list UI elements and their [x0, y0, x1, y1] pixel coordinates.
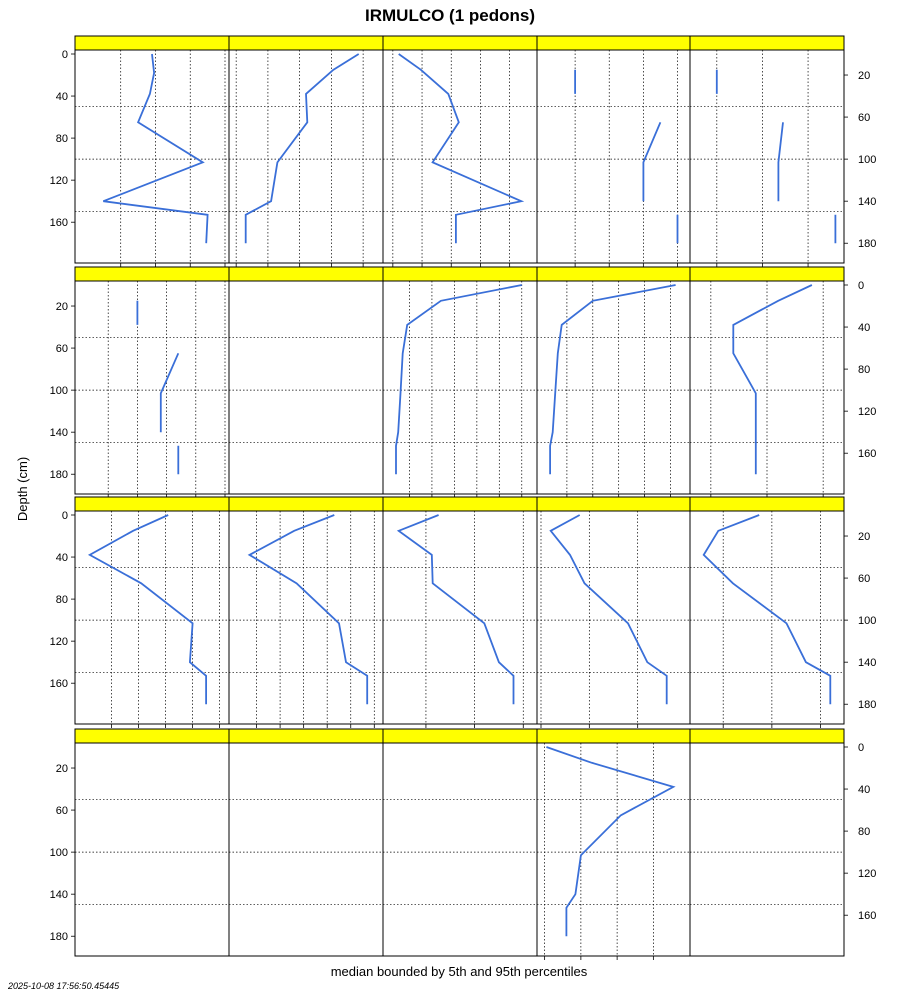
median-line	[250, 515, 368, 704]
panel	[75, 729, 229, 956]
y-axis-title: Depth (cm)	[15, 456, 30, 522]
median-line	[90, 515, 206, 704]
panel	[75, 267, 229, 498]
panel	[229, 267, 383, 494]
y-tick-label: 0	[61, 510, 68, 522]
median-line	[399, 515, 514, 704]
panel	[383, 729, 537, 956]
panel-frame	[690, 50, 844, 263]
median-line	[733, 285, 812, 474]
panel-strip	[75, 267, 229, 281]
panel-strip	[690, 729, 844, 743]
chart-title: IRMULCO (1 pedons)	[365, 6, 535, 25]
y-tick-label: 160	[858, 910, 877, 923]
x-axis-title: median bounded by 5th and 95th percentiles	[330, 964, 588, 979]
median-line	[246, 54, 359, 243]
y-tick-label: 0	[61, 49, 68, 61]
panel-frame	[537, 50, 690, 263]
panel	[690, 267, 844, 498]
panel-frame	[229, 743, 383, 956]
y-tick-label: 80	[55, 594, 68, 607]
panel	[690, 729, 844, 956]
panel	[229, 729, 383, 956]
panel-strip	[690, 36, 844, 50]
y-tick-label: 100	[49, 847, 68, 860]
panel-strip	[229, 267, 383, 281]
panel-strip	[75, 497, 229, 511]
y-tick-label: 40	[858, 784, 871, 797]
panel-frame	[383, 50, 537, 263]
y-tick-label: 40	[55, 552, 68, 565]
y-tick-label: 120	[49, 175, 68, 188]
y-tick-label: 100	[858, 615, 877, 628]
panel-strip	[537, 36, 690, 50]
panel-strip	[537, 729, 690, 743]
panel	[537, 729, 690, 960]
panel-strip	[75, 36, 229, 50]
panel	[383, 36, 537, 267]
panel-strip	[537, 267, 690, 281]
panel-strip	[383, 267, 537, 281]
y-tick-label: 180	[858, 238, 877, 251]
y-tick-label: 180	[49, 469, 68, 482]
panel-strip	[383, 497, 537, 511]
panel-frame	[75, 281, 229, 494]
panel-strip	[229, 497, 383, 511]
panel-strip	[383, 36, 537, 50]
panel	[75, 36, 229, 267]
panel-grid	[50, 36, 877, 960]
y-tick-label: 60	[55, 805, 68, 818]
panel	[75, 497, 229, 728]
panel-frame	[229, 511, 383, 724]
median-line	[704, 515, 831, 704]
y-tick-label: 0	[858, 280, 865, 292]
y-tick-label: 180	[858, 699, 877, 712]
y-tick-label: 140	[49, 427, 68, 440]
panel	[690, 36, 844, 267]
y-tick-label: 140	[49, 889, 68, 902]
median-line	[137, 301, 178, 474]
panel	[229, 497, 383, 728]
panel-strip	[690, 267, 844, 281]
median-line	[575, 70, 677, 243]
y-tick-label: 160	[49, 678, 68, 691]
panel-strip	[383, 729, 537, 743]
y-tick-label: 20	[55, 301, 68, 314]
median-line	[396, 285, 522, 474]
panel	[537, 497, 690, 728]
y-tick-label: 120	[49, 636, 68, 649]
y-tick-label: 100	[49, 385, 68, 398]
y-tick-label: 120	[858, 868, 877, 881]
median-line	[399, 54, 522, 243]
y-tick-label: 20	[858, 531, 871, 544]
panel-strip	[537, 497, 690, 511]
y-tick-label: 20	[858, 70, 871, 83]
median-line	[546, 747, 673, 936]
panel-frame	[75, 743, 229, 956]
y-tick-label: 160	[49, 217, 68, 230]
panel-frame	[690, 743, 844, 956]
panel-frame	[690, 511, 844, 724]
panel-frame	[229, 50, 383, 263]
panel	[383, 497, 537, 728]
panel-frame	[383, 743, 537, 956]
panel-strip	[75, 729, 229, 743]
y-tick-label: 0	[858, 742, 865, 754]
y-tick-label: 180	[49, 931, 68, 944]
y-tick-label: 40	[858, 322, 871, 335]
timestamp: 2025-10-08 17:56:50.45445	[8, 981, 120, 991]
y-tick-label: 100	[858, 154, 877, 167]
y-tick-label: 80	[858, 826, 871, 839]
y-tick-label: 80	[858, 364, 871, 377]
panel-frame	[537, 743, 690, 956]
y-tick-label: 120	[858, 406, 877, 419]
median-line	[717, 70, 836, 243]
y-tick-label: 60	[858, 573, 871, 586]
panel-strip	[690, 497, 844, 511]
panel	[383, 267, 537, 498]
panel-frame	[537, 281, 690, 494]
median-line	[551, 515, 667, 704]
y-tick-label: 80	[55, 133, 68, 146]
y-tick-label: 60	[55, 343, 68, 356]
panel-strip	[229, 36, 383, 50]
panel	[690, 497, 844, 728]
panel	[229, 36, 383, 267]
y-tick-label: 140	[858, 657, 877, 670]
y-tick-label: 60	[858, 112, 871, 125]
y-tick-label: 140	[858, 196, 877, 209]
panel	[537, 36, 690, 267]
panel-frame	[229, 281, 383, 494]
y-tick-label: 160	[858, 448, 877, 461]
panel	[537, 267, 690, 498]
panel-frame	[383, 281, 537, 494]
y-tick-label: 20	[55, 763, 68, 776]
median-line	[550, 285, 676, 474]
y-tick-label: 40	[55, 91, 68, 104]
panel-strip	[229, 729, 383, 743]
